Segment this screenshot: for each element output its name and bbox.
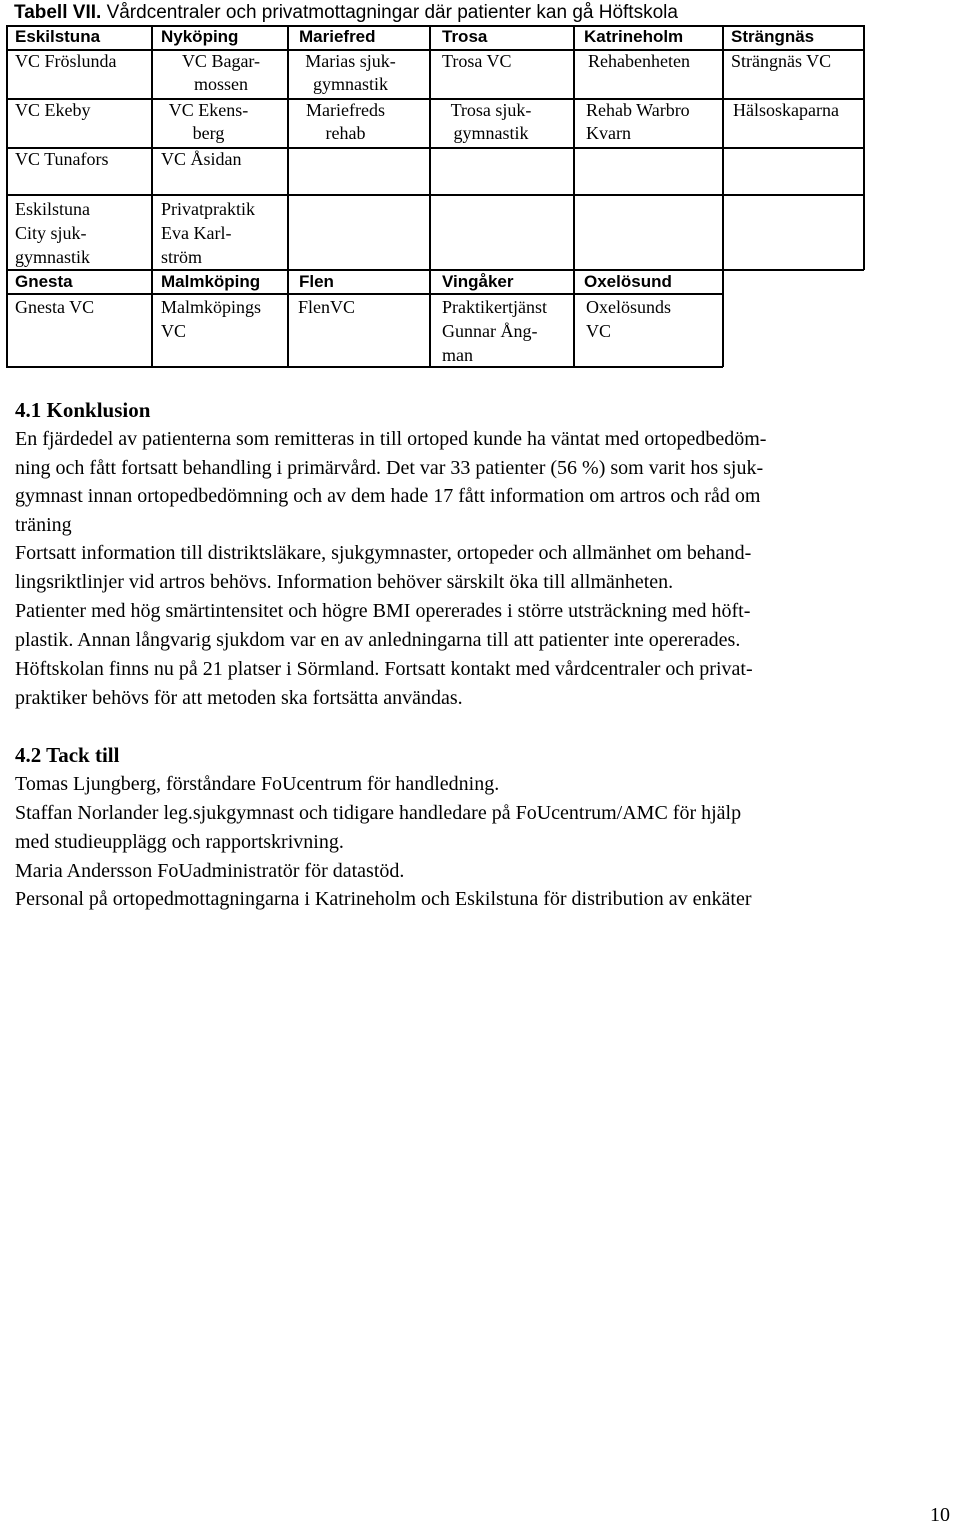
table-cell: Eskilstuna City sjuk- gymnastik — [15, 199, 90, 267]
paragraph: Maria Andersson FoUadministratör för datastöd. — [15, 860, 405, 882]
table-cell: Oxelösunds VC — [586, 297, 671, 341]
table-header-cell: Oxelösund — [584, 272, 672, 291]
paragraph: Staffan Norlander leg.sjukgymnast och tidigare handledare på FoUcentrum/AMC för hjälp med studieupplägg och rapportskrivning. — [15, 802, 742, 853]
table-header-cell: Nyköping — [161, 27, 239, 46]
table-header-cell: Gnesta — [15, 272, 73, 291]
paragraph: Patienter med hög smärtintensitet och högre BMI opererades i större utsträckning med höft- plastik. Annan långvarig sjukdom var en av anledningarna till att patienter inte opererades. — [15, 600, 751, 651]
table-cell: VC Bagar- mossen — [181, 51, 261, 94]
table-cell: VC Åsidan — [161, 149, 242, 169]
table-cell: Hälsoskaparna — [733, 100, 839, 120]
table-cell: Malmköpings VC — [161, 297, 262, 341]
paragraph: En fjärdedel av patienterna som remitteras in till ortoped kunde ha väntat med ortopedbedöm- ning och fått fortsatt behandling i primärvård. Det var 33 patienter (56 %) som varit hos sjuk- gymnast innan ortopedbedömning och av dem hade 17 fått information om artros och råd om träning — [15, 428, 767, 536]
table-header-cell: Katrineholm — [584, 27, 684, 46]
table-header-cell: Trosa — [442, 27, 488, 46]
table-cell: VC Ekens- berg — [168, 100, 249, 143]
table-cell: Trosa sjuk- gymnastik — [450, 100, 532, 143]
table-header-cell: Mariefred — [299, 27, 376, 46]
table-caption-label: Tabell VII. — [14, 2, 102, 23]
table-header-cell: Vingåker — [442, 272, 514, 291]
clinic-table — [6, 25, 864, 367]
section-heading-tack: 4.2 Tack till — [15, 743, 120, 767]
table-caption-text: Vårdcentraler och privatmottagningar där patienter kan gå Höftskola — [106, 2, 678, 23]
section-heading-konklusion: 4.1 Konklusion — [15, 398, 151, 422]
table-header-cell: Flen — [299, 272, 334, 291]
table-cell: VC Fröslunda — [15, 51, 117, 71]
page-number: 10 — [930, 1504, 950, 1526]
table-cell: Trosa VC — [442, 51, 512, 71]
table-cell: Marias sjuk- gymnastik — [305, 51, 396, 94]
table-header-cell: Eskilstuna — [15, 27, 101, 46]
paragraph: Fortsatt information till distriktsläkare, sjukgymnaster, ortopeder och allmänhet om behand- lingsriktlinjer vid artros behövs. Information behöver särskilt öka till allmänheten. — [15, 542, 752, 593]
table-header-cell: Malmköping — [161, 272, 261, 291]
paragraph: Höftskolan finns nu på 21 platser i Sörmland. Fortsatt kontakt med vårdcentraler och privat- praktiker behövs för att metoden ska fortsätta användas. — [15, 658, 753, 709]
table-cell: Rehabenheten — [588, 51, 690, 71]
table-caption — [14, 2, 678, 24]
table-cell: FlenVC — [298, 297, 356, 317]
table-cell: Rehab Warbro Kvarn — [586, 100, 690, 143]
paragraph: Tomas Ljungberg, förståndare FoUcentrum för handledning. — [15, 773, 500, 795]
table-cell: Praktikertjänst Gunnar Ång- man — [442, 297, 547, 365]
table-cell: Mariefreds rehab — [306, 100, 385, 143]
paragraph: Personal på ortopedmottagningarna i Katrineholm och Eskilstuna för distribution av enkäter — [15, 888, 752, 910]
table-cell: VC Tunafors — [15, 149, 109, 169]
table-cell: VC Ekeby — [15, 100, 91, 120]
table-cell: Privatpraktik Eva Karl- ström — [161, 199, 255, 267]
table-header-cell: Strängnäs — [731, 27, 815, 46]
table-cell: Strängnäs VC — [731, 51, 832, 71]
table-cell: Gnesta VC — [15, 297, 95, 317]
